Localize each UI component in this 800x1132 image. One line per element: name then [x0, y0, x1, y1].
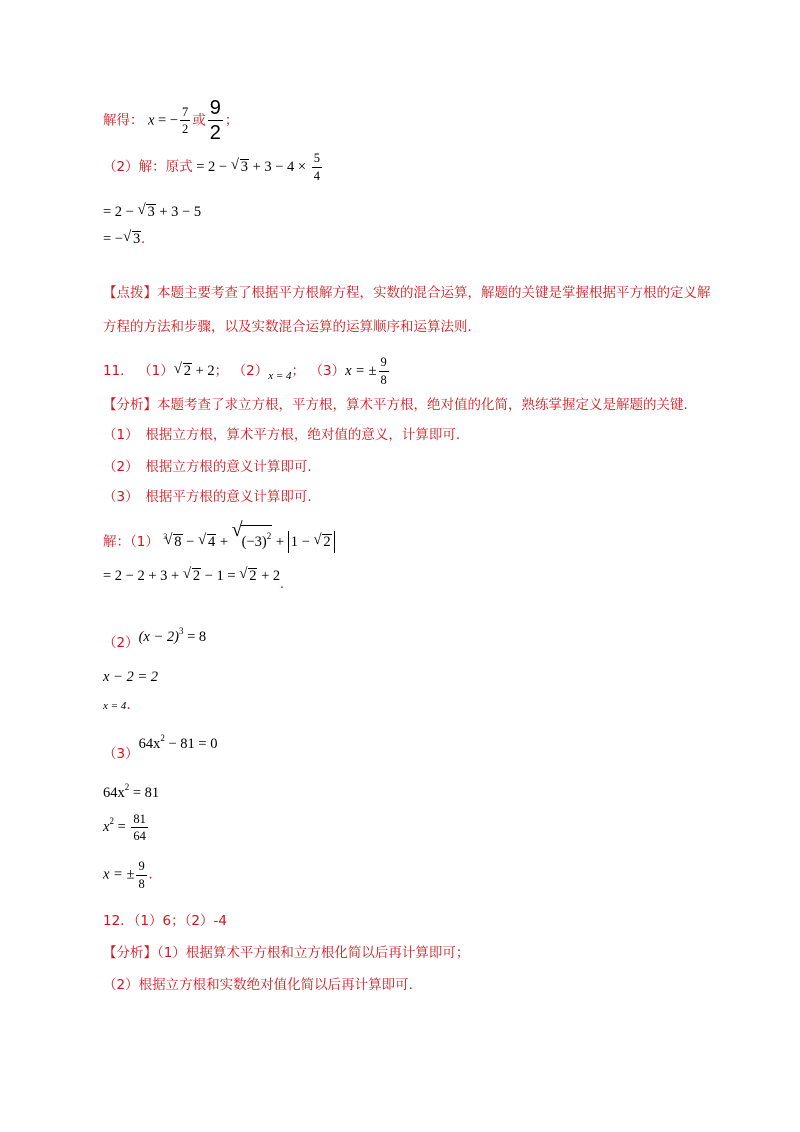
math-text: + 2 [257, 568, 281, 584]
solution-11-1 [103, 525, 335, 553]
solve-label: 解：（1） [103, 534, 159, 550]
semicolon: ； [224, 112, 239, 129]
analysis-text: 本题考查了求立方根，平方根，算术平方根，绝对值的化简，熟练掌握定义是解题的关键. [157, 397, 688, 413]
fraction-9-8: $\frac{9}{8}$ [380, 355, 387, 387]
sqrt-3: √ 3 [124, 230, 141, 248]
math-text: + 3 − 4 × [248, 159, 310, 175]
answer-3: x = ± [345, 363, 377, 379]
or-word: 或 [192, 112, 206, 129]
question-number: 11． [103, 363, 134, 379]
solution-line-3 [103, 203, 201, 221]
analysis-item: （2） 根据立方根的意义计算即可. [103, 459, 312, 475]
math-text: x = ± [103, 866, 135, 883]
math-text: 64x [103, 785, 125, 801]
period: . [126, 697, 131, 713]
part-label: （3） [309, 363, 346, 379]
analysis-label: 【分析】 [103, 397, 157, 413]
math-text: x = 4 [103, 700, 127, 712]
sqrt-4: √ 4 [199, 533, 216, 551]
solve-prefix: 解得： [103, 112, 144, 129]
sqrt-3: √ 3 [138, 203, 155, 221]
math-text: + 3 − 5 [155, 204, 202, 220]
tip-paragraph [103, 276, 723, 344]
question-12-answer [103, 912, 227, 930]
period: . [148, 866, 153, 883]
fraction-9-8: $\frac{9}{8}$ [138, 859, 145, 891]
period: . [280, 576, 284, 592]
tip-text: 本题主要考查了根据平方根解方程，实数的混合运算，解题的关键是掌握根据平方根的定义解方程的方法和步骤，以及实数混合运算的运算顺序和运算法则. [103, 285, 711, 335]
solution-line-2 [103, 152, 324, 182]
math-text: = [113, 819, 130, 835]
analysis-11 [103, 396, 688, 414]
tip-label: 【点拨】 [103, 285, 157, 301]
math-text: = − [103, 231, 123, 247]
solution-11-3-step2 [103, 812, 150, 843]
math-text: = 81 [129, 785, 160, 801]
math-text: + [272, 534, 288, 550]
separator: ； [214, 363, 229, 379]
analysis-item: （1） 根据立方根，算术平方根，绝对值的意义，计算即可. [103, 427, 461, 443]
solution-11-3-result [103, 860, 152, 890]
solution-11-2-result [103, 696, 131, 715]
solution-line-4 [103, 230, 145, 248]
absolute-value: 1 − √ 2 [288, 531, 335, 553]
separator: ； [291, 363, 306, 379]
math-text: = 2 − 2 + 3 + [103, 568, 183, 584]
analysis-label: 【分析】 [103, 945, 157, 961]
solution-11-3-step1 [103, 778, 159, 802]
part-label: （1） [138, 363, 174, 379]
part2-label: （2）解：原式 [103, 159, 193, 175]
math-text: − 81 = 0 [164, 736, 218, 752]
exponent: 3 [178, 626, 184, 636]
solution-line-1 [103, 98, 238, 143]
part-label: （3） [103, 746, 139, 762]
math-text: = 2 − [103, 204, 138, 220]
math-text: − [182, 534, 198, 550]
fraction-81-64: $\frac{81}{64}$ [133, 811, 146, 844]
solution-11-1-result [103, 567, 284, 592]
math-x: x [147, 112, 155, 129]
math-text: x [103, 819, 110, 835]
period: . [141, 231, 145, 247]
answer-text: （1）6；（2）-4 [133, 913, 227, 929]
math-text: − 1 = [201, 568, 240, 584]
math-text: (x − 2) [138, 629, 179, 645]
cube-root-8: $^3$√ 8 [163, 534, 182, 550]
sqrt-neg3-squared: √ $(-3)^2$ [233, 525, 273, 552]
part-label: （2） [103, 635, 139, 651]
question-number: 12． [103, 913, 134, 929]
math-text: + [216, 534, 232, 550]
fraction-9-2: $\frac{9}{2}$ [209, 97, 221, 144]
question-11-answer [103, 356, 391, 386]
solution-11-2 [103, 622, 207, 651]
solution-11-2-step: x − 2 = 2 [103, 669, 159, 685]
exponent: 2 [160, 733, 165, 743]
exponent: 2 [109, 816, 114, 826]
sqrt-2: √ 2 [240, 567, 257, 585]
math-text: 64x [138, 736, 161, 752]
analysis-12 [103, 944, 469, 962]
math-eq: = − [154, 112, 178, 129]
math-text: = 8 [183, 629, 207, 645]
fraction-7-2: $\frac{7}{2}$ [182, 104, 189, 136]
exponent: 2 [124, 782, 130, 792]
math-text: + 2 [191, 363, 215, 379]
sqrt-3: √ 3 [232, 158, 249, 176]
math-text: = 2 − [192, 159, 231, 175]
answer-2: x = 4 [268, 370, 292, 382]
sqrt-2: √ 2 [184, 567, 201, 585]
fraction-5-4: $\frac{5}{4}$ [313, 151, 320, 183]
analysis-item: （3） 根据平方根的意义计算即可. [103, 489, 312, 505]
analysis-item: （1）根据算术平方根和立方根化简以后再计算即可； [157, 945, 470, 961]
solution-11-3 [103, 729, 218, 762]
sqrt-2: √ 2 [175, 362, 192, 380]
analysis-12-item2: （2）根据立方根和实数绝对值化简以后再计算即可. [103, 977, 413, 993]
part-label: （2） [232, 363, 269, 379]
